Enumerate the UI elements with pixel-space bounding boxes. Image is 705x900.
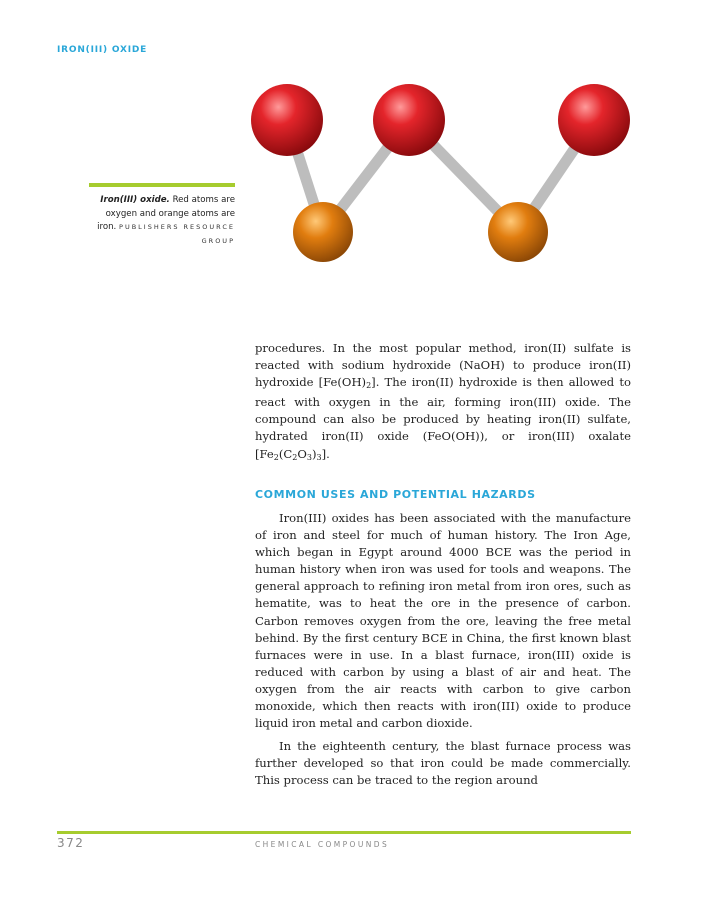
figure-caption — [89, 194, 235, 248]
oxygen-atom — [373, 84, 445, 156]
caption-text: Red atoms are oxygen and orange atoms are iron. — [97, 195, 235, 232]
book-title: CHEMICAL COMPOUNDS — [255, 840, 390, 849]
oxygen-atom — [251, 84, 323, 156]
oxygen-atom — [558, 84, 630, 156]
caption-rule — [89, 183, 235, 187]
paragraph-blast-furnace: In the eighteenth century, the blast furnace process was further developed so that iron could be made commercially. This process can be traced to the region around — [255, 739, 631, 788]
paragraph-preparation: procedures. In the most popular method, iron(II) sulfate is reacted with sodium hydroxide (NaOH) to produce iron(II) hydroxide $[Fe(OH)_2]$. The iron(II) hydroxide is then allowed to react with oxygen in the air, forming iron(III) oxide. The compound can also be produced by heating iron(II) sulfate, hydrated iron(II) oxide (FeO(OH)), or iron(III) oxalate $[Fe_2(C_2O_3)_3]$. — [255, 341, 631, 462]
section-heading: COMMON USES AND POTENTIAL HAZARDS — [255, 488, 536, 501]
running-head: IRON(III) OXIDE — [57, 45, 148, 55]
caption-title: Iron(III) oxide. — [100, 195, 170, 205]
page-number: 372 — [57, 836, 85, 850]
iron-atom — [293, 202, 353, 262]
footer-rule — [57, 831, 631, 834]
molecule-figure — [250, 78, 635, 272]
paragraph-history: Iron(III) oxides has been associated with the manufacture of iron and steel for much of human history. The Iron Age, which began in Egypt around 4000 BCE was the period in human history when iron was used for tools and weapons. The general approach to refining iron metal from iron ores, such as hematite, was to heat the ore in the presence of carbon. Carbon removes oxygen from the ore, leaving the free metal behind. By the first century BCE in China, the first known blast furnaces were in use. In a blast furnace, iron(III) oxide is reduced with carbon by using a blast of air and heat. The oxygen from the air reacts with carbon to give carbon monoxide, which then reacts with iron(III) oxide to produce liquid iron metal and carbon dioxide. — [255, 511, 631, 731]
caption-credit: PUBLISHERS RESOURCE GROUP — [119, 223, 235, 245]
section-body — [255, 510, 631, 790]
iron-atom — [488, 202, 548, 262]
